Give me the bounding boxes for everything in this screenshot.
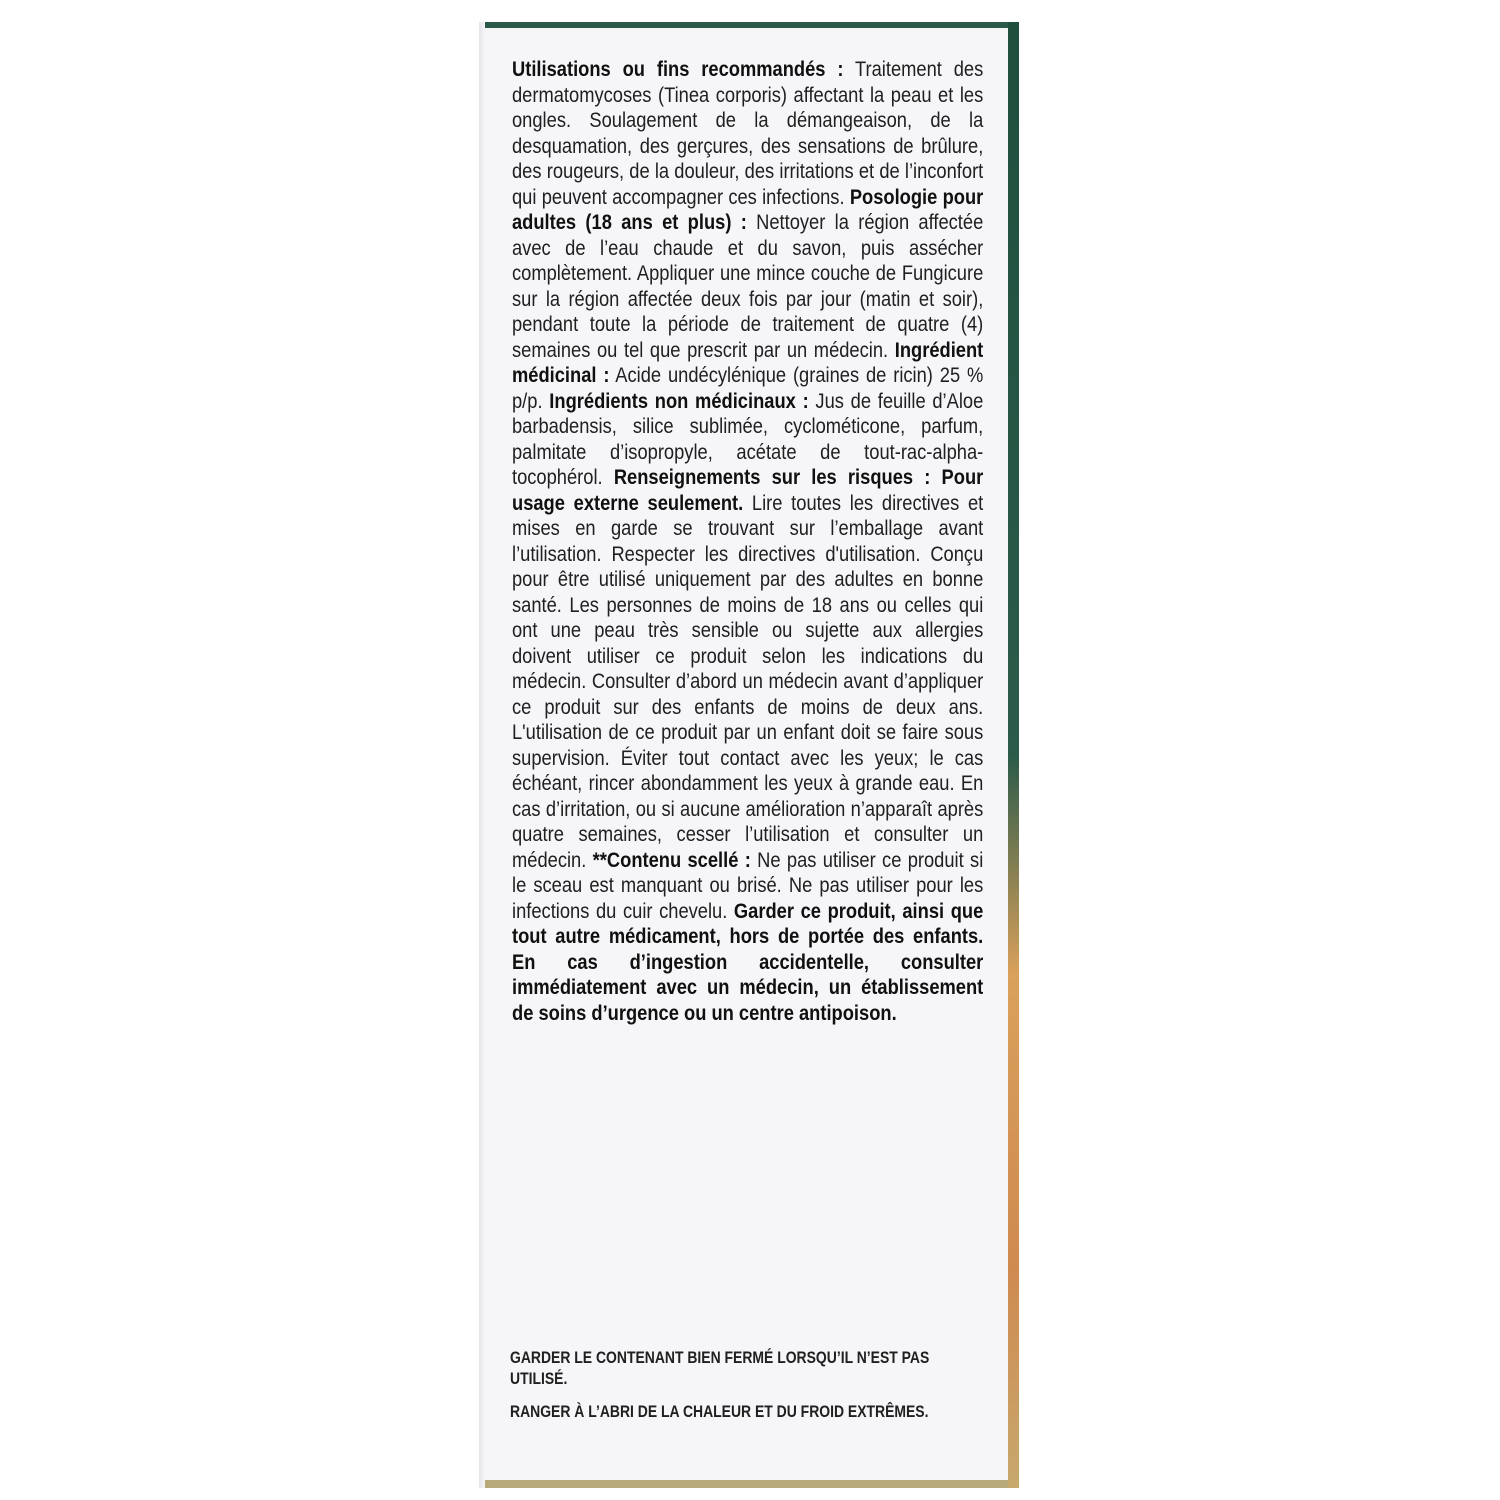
keep-away-warning: Garder ce produit, ainsi que tout autre médicament, hors de portée des enfants. En cas d’ingestion accidentelle, consulter immédiatement avec un médecin, un établissement de soins d’urgence ou un centre antipoison.: [512, 898, 984, 1025]
sealed-contents-text: Ne pas utiliser ce produit si le sceau est manquant ou brisé. Ne pas utiliser pour les infections du cuir chevelu.: [512, 847, 984, 923]
nonmedicinal-ingredients-heading: Ingrédients non médicinaux :: [549, 388, 809, 413]
medicinal-ingredient-text: Acide undécylénique (graines de ricin) 25 % p/p.: [512, 363, 984, 413]
risks-heading: Renseignements sur les risques : Pour usage externe seulement.: [512, 465, 984, 515]
storage-note-closed: GARDER LE CONTENANT BIEN FERMÉ LORSQU’IL N’EST PAS UTILISÉ.: [510, 1348, 930, 1388]
medicinal-ingredient-heading: Ingrédient médicinal :: [512, 337, 984, 387]
uses-heading: Utilisations ou fins recommandés :: [512, 57, 844, 81]
panel-right-edge: [1008, 22, 1019, 1488]
dosage-heading: Posologie pour adultes (18 ans et plus) :: [512, 184, 984, 234]
risks-text: Lire toutes les directives et mises en garde se trouvant sur l’emballage avant l’utilisation. Respecter les directives d'utilisation. Conçu pour être utilisé uniquement par des adultes en bonne santé. Les personnes de moins de 18 ans ou celles qui ont une peau très sensible ou sujette aux allergies doivent utiliser ce produit selon les indications du médecin. Consulter d’abord un médecin avant d’appliquer ce produit sur des enfants de moins de deux ans. L'utilisation de ce produit par un enfant doit se faire sous supervision. Éviter tout contact avec les yeux; le cas échéant, rincer abondamment les yeux à grande eau. En cas d’irritation, ou si aucune amélioration n’apparaît après quatre semaines, cesser l’utilisation et consulter un médecin.: [512, 490, 984, 872]
uses-text: Traitement des dermatomycoses (Tinea corporis) affectant la peau et les ongles. Soulagement de la démangeaison, de la desquamation, des gerçures, des sensations de brûlure, des rougeurs, de la douleur, des irritations et de l’inconfort qui peuvent accompagner ces infections.: [512, 57, 984, 209]
label-body-text: [512, 57, 983, 1026]
dosage-text: Nettoyer la région affectée avec de l’eau chaude et du savon, puis assécher complètement. Appliquer une mince couche de Fungicure sur la région affectée deux fois par jour (matin et soir), pendant toute la période de traitement de quatre (4) semaines ou tel que prescrit par un médecin.: [512, 210, 984, 362]
sealed-contents-heading: **Contenu scellé :: [592, 847, 751, 872]
panel-left-edge: [479, 22, 485, 1488]
nonmedicinal-ingredients-text: Jus de feuille d’Aloe barbadensis, silice sublimée, cyclométicone, parfum, palmitate d’isopropyle, acétate de tout-rac-alpha-tocophérol.: [512, 388, 984, 489]
storage-note-temperature: RANGER À L’ABRI DE LA CHALEUR ET DU FROID EXTRÊMES.: [510, 1402, 929, 1421]
